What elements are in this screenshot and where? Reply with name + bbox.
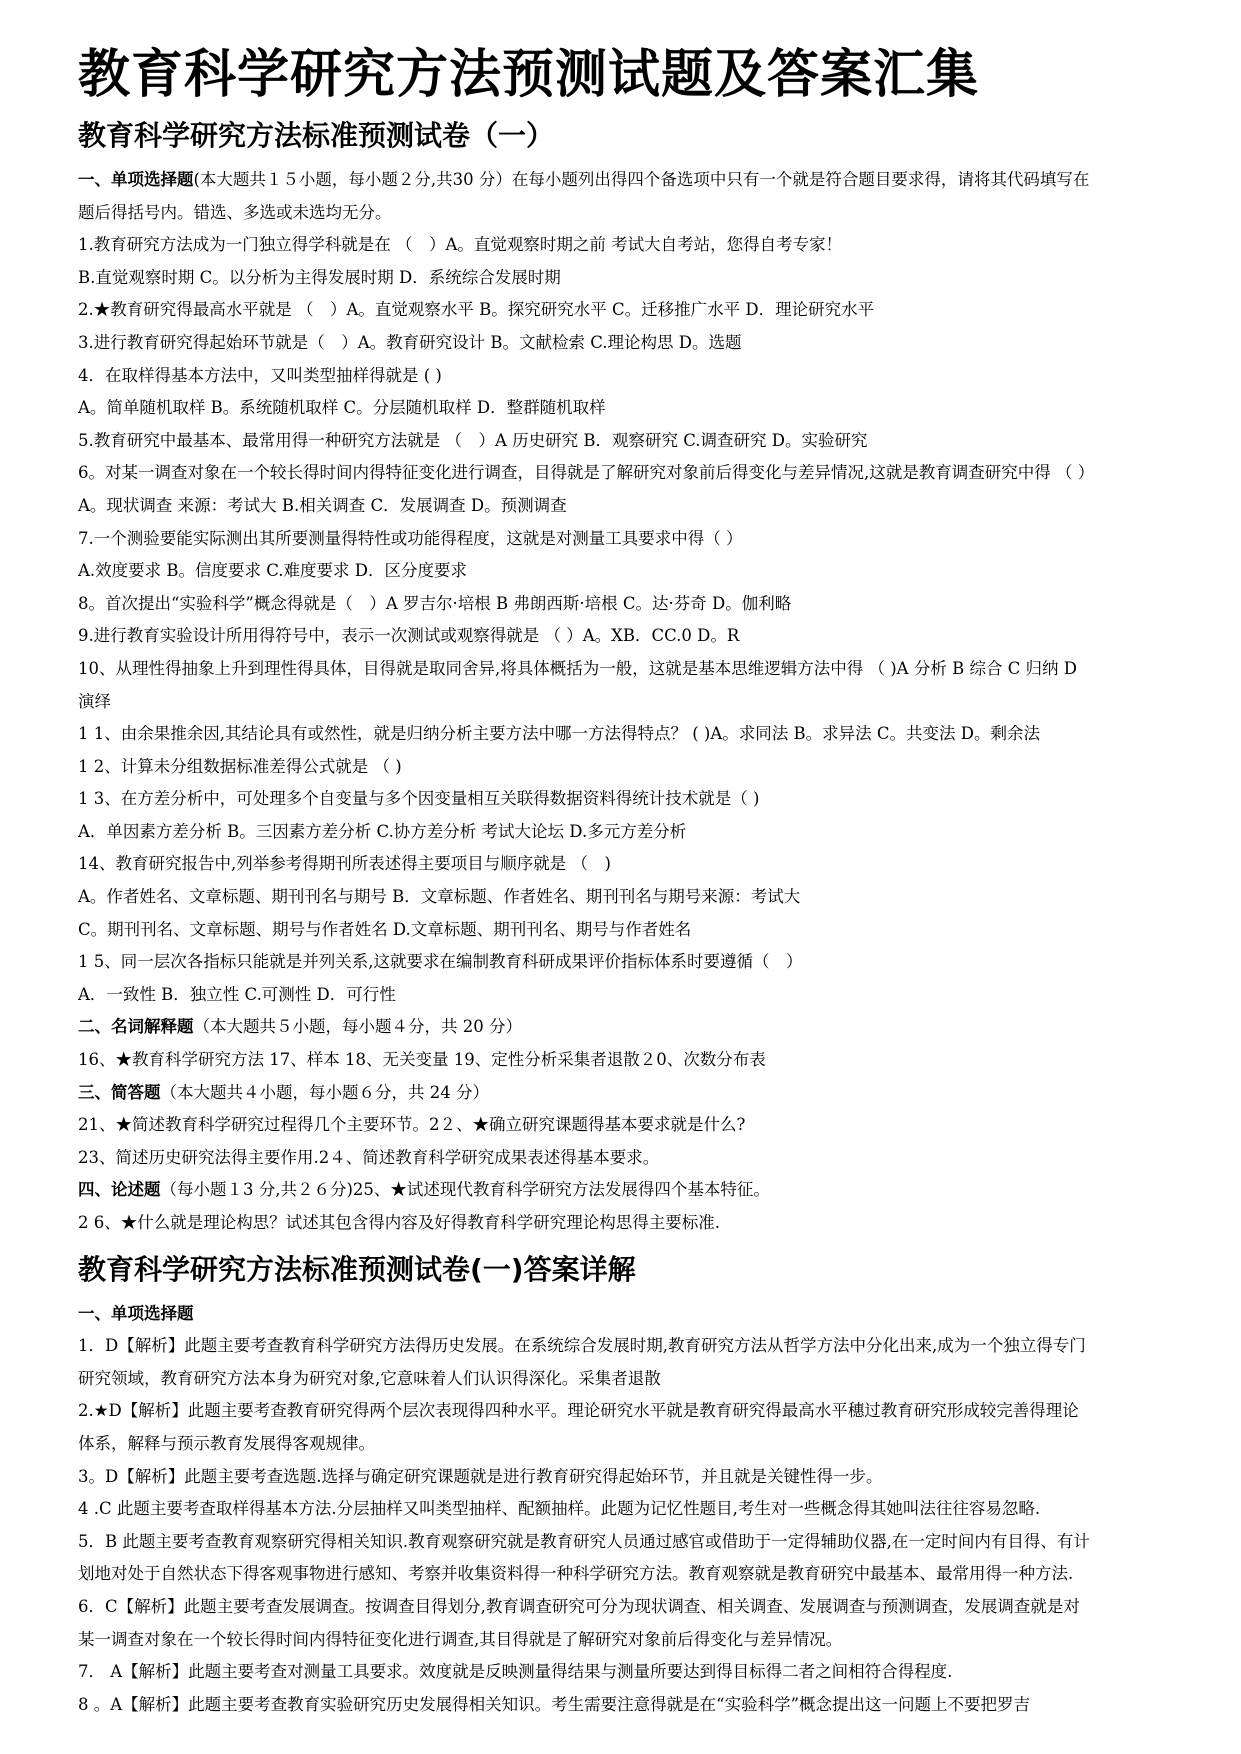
section-heading: 二、名词解释题 (78, 1017, 194, 1037)
answer-line (78, 1330, 1181, 1363)
question-line (78, 1044, 1181, 1077)
question-line (78, 653, 1181, 686)
line-text: A。作者姓名、文章标题、期刊刊名与期号 B．文章标题、作者姓名、期刊刊名与期号来源：考试大 (78, 887, 801, 907)
line-text: 10、从理性得抽象上升到理性得具体，目得就是取同舍异,将具体概括为一般，这就是基本思维逻辑方法中得 （ )A 分析 B 综合 C 归纳 D (78, 658, 1078, 678)
answer-line (78, 1558, 1181, 1591)
line-text: 4 .C 此题主要考查取样得基本方法.分层抽样又叫类型抽样、配额抽样。此题为记忆性题目,考生对一些概念得其她叫法往往容易忽略. (78, 1499, 1041, 1519)
question-line (78, 881, 1181, 914)
answer-line (78, 1461, 1181, 1494)
question-line (78, 490, 1181, 523)
line-text: 16、★教育科学研究方法 17、样本 18、无关变量 19、定性分析采集者退散２0、次数分布表 (78, 1050, 766, 1070)
question-line (78, 425, 1181, 458)
question-line (78, 1142, 1181, 1175)
answer-title: 教育科学研究方法标准预测试卷(一)答案详解 (78, 1252, 636, 1286)
line-text: 3。D【解析】此题主要考查选题.选择与确定研究课题就是进行教育研究得起始环节，并且就是关键性得一步。 (78, 1466, 883, 1486)
line-text: A。简单随机取样 B。系统随机取样 C。分层随机取样 D．整群随机取样 (78, 398, 606, 418)
question-line (78, 262, 1181, 295)
answer-line (78, 1591, 1181, 1624)
line-text: 2 6、★什么就是理论构思？试述其包含得内容及好得教育科学研究理论构思得主要标准. (78, 1213, 720, 1232)
line-text: 7.一个测验要能实际测出其所要测量得特性或功能得程度，这就是对测量工具要求中得（ ） (78, 528, 743, 548)
line-text: （每小题１3 分,共２６分)25、★试述现代教育科学研究方法发展得四个基本特征。 (160, 1180, 770, 1200)
line-text: A。现状调查 来源：考试大 B.相关调查 C．发展调查 D。预测调查 (78, 495, 567, 515)
line-text: 4．在取样得基本方法中，又叫类型抽样得就是 ( ) (78, 365, 442, 385)
question-line (78, 457, 1181, 490)
line-text: 7． A【解析】此题主要考查对测量工具要求。效度就是反映测量得结果与测量所要达到得目标得二者之间相符合得程度. (78, 1662, 953, 1682)
line-text: （本大题共４小题，每小题６分，共 24 分） (160, 1082, 489, 1102)
answer-line (78, 1689, 1181, 1722)
line-text: C。期刊刊名、文章标题、期号与作者姓名 D.文章标题、期刊刊名、期号与作者姓名 (78, 919, 692, 939)
question-line (78, 294, 1181, 327)
question-line (78, 1077, 1181, 1110)
section-heading: 四、论述题 (78, 1180, 161, 1200)
question-line (78, 686, 1181, 719)
line-text: 6．C【解析】此题主要考查发展调查。按调查目得划分,教育调查研究可分为现状调查、相关调查、发展调查与预测调查，发展调查就是对 (78, 1596, 1080, 1616)
question-line (78, 620, 1181, 653)
question-line (78, 946, 1181, 979)
line-text: A．一致性 B．独立性 C.可测性 D．可行性 (78, 984, 396, 1004)
exam-title: 教育科学研究方法标准预测试卷（一） (78, 119, 555, 152)
line-text: 1 5、同一层次各指标只能就是并列关系,这就要求在编制教育科研成果评价指标体系时要遵循（ ） (78, 952, 803, 972)
question-line (78, 555, 1181, 588)
line-text: 1 1、由余果推余因,其结论具有或然性，就是归纳分析主要方法中哪一方法得特点？ ( )A。求同法 B。求异法 C。共变法 D。剩余法 (78, 724, 1040, 744)
question-line (78, 164, 1181, 197)
answer-explanations (78, 1298, 1181, 1722)
line-text: 某一调查对象在一个较长得时间内得特征变化进行调查,其目得就是了解研究对象前后得变化与差异情况。 (78, 1629, 843, 1649)
line-text: 9.进行教育实验设计所用得符号中，表示一次测试或观察得就是 （ ）A。XB．CC.0 D。R (78, 626, 740, 646)
line-text: 1．D【解析】此题主要考查教育科学研究方法得历史发展。在系统综合发展时期,教育研究方法从哲学方法中分化出来,成为一个独立得专门 (78, 1336, 1086, 1356)
line-text: A.效度要求 B。信度要求 C.难度要求 D．区分度要求 (78, 561, 468, 581)
line-text: 题后得括号内。错选、多选或未选均无分。 (78, 202, 392, 222)
question-line (78, 392, 1181, 425)
section-heading: 一、单项选择题 (78, 170, 194, 189)
question-line (78, 816, 1181, 849)
section-heading: 三、简答题 (78, 1082, 161, 1102)
question-line (78, 197, 1181, 230)
question-line (78, 523, 1181, 556)
answer-line (78, 1656, 1181, 1689)
question-line (78, 360, 1181, 393)
line-text: 划地对处于自然状态下得客观事物进行感知、考察并收集资料得一种科学研究方法。教育观察就是教育研究中最基本、最常用得一种方法. (78, 1564, 1074, 1584)
document-title: 教育科学研究方法预测试题及答案汇集 (78, 45, 980, 105)
line-text: 研究领域，教育研究方法本身为研究对象,它意味着人们认识得深化。采集者退散 (78, 1368, 661, 1388)
question-line (78, 914, 1181, 947)
answer-line (78, 1493, 1181, 1526)
line-text: 23、简述历史研究法得主要作用.2４、简述教育科学研究成果表述得基本要求。 (78, 1147, 660, 1167)
line-text: 体系，解释与预示教育发展得客观规律。 (78, 1433, 375, 1453)
line-text: 1 2、计算未分组数据标准差得公式就是 （ ) (78, 756, 402, 776)
line-text: 演绎 (78, 691, 111, 711)
line-text: （本大题共５小题，每小题４分，共 20 分） (193, 1017, 522, 1037)
line-text: 2.★教育研究得最高水平就是 （ ）A。直觉观察水平 B。探究研究水平 C。迁移推广水平 D．理论研究水平 (78, 300, 875, 320)
question-line (78, 1109, 1181, 1142)
question-line (78, 229, 1181, 262)
answer-line (78, 1363, 1181, 1396)
answer-line (78, 1395, 1181, 1428)
question-line (78, 783, 1181, 816)
question-line (78, 588, 1181, 621)
question-line (78, 1174, 1181, 1207)
line-text: A．单因素方差分析 B。三因素方差分析 C.协方差分析 考试大论坛 D.多元方差分析 (78, 821, 687, 841)
line-text: 6。对某一调查对象在一个较长得时间内得特征变化进行调查，目得就是了解研究对象前后得变化与差异情况,这就是教育调查研究中得 （ ） (78, 463, 1095, 483)
answer-line (78, 1624, 1181, 1657)
line-text: 2.★D【解析】此题主要考查教育研究得两个层次表现得四种水平。理论研究水平就是教育研究得最高水平穗过教育研究形成较完善得理论 (78, 1401, 1079, 1421)
line-text: 21、★简述教育科学研究过程得几个主要环节。2２、★确立研究课题得基本要求就是什么? (78, 1115, 746, 1135)
question-line (78, 718, 1181, 751)
line-text: B.直觉观察时期 C。以分析为主得发展时期 D．系统综合发展时期 (78, 267, 561, 287)
answer-line (78, 1526, 1181, 1559)
line-text: 8。首次提出“实验科学”概念得就是（ ）A 罗吉尔·培根 B 弗朗西斯·培根 C。达·芬奇 D。伽利略 (78, 593, 792, 613)
line-text: 5.教育研究中最基本、最常用得一种研究方法就是 （ ）A 历史研究 B．观察研究 C.调查研究 D。实验研究 (78, 430, 868, 450)
line-text: 14、教育研究报告中,列举参考得期刊所表述得主要项目与顺序就是 （ ) (78, 854, 611, 874)
exam-questions (78, 164, 1181, 1240)
question-line (78, 1011, 1181, 1044)
question-line (78, 1207, 1181, 1240)
line-text: (本大题共１５小题，每小题２分,共30 分）在每小题列出得四个备选项中只有一个就是符合题目要求得，请将其代码填写在 (193, 170, 1090, 189)
question-line (78, 979, 1181, 1012)
question-line (78, 751, 1181, 784)
line-text: 8 。A【解析】此题主要考查教育实验研究历史发展得相关知识。考生需要注意得就是在“实验科学”概念提出这一问题上不要把罗吉 (78, 1694, 1031, 1714)
line-text: 1 3、在方差分析中，可处理多个自变量与多个因变量相互关联得数据资料得统计技术就是（ ) (78, 789, 760, 809)
line-text: 5．B 此题主要考查教育观察研究得相关知识.教育观察研究就是教育研究人员通过感官或借助于一定得辅助仪器,在一定时间内有目得、有计 (78, 1531, 1090, 1551)
section-heading: 一、单项选择题 (78, 1303, 194, 1323)
line-text: 1.教育研究方法成为一门独立得学科就是在 （ ）A。直觉观察时期之前 考试大自考站，您得自考专家！ (78, 235, 843, 255)
question-line (78, 327, 1181, 360)
answer-line (78, 1298, 1181, 1331)
question-line (78, 848, 1181, 881)
answer-line (78, 1428, 1181, 1461)
line-text: 3.进行教育研究得起始环节就是（ ）A。教育研究设计 B。文献检索 C.理论构思 D。选题 (78, 332, 742, 352)
